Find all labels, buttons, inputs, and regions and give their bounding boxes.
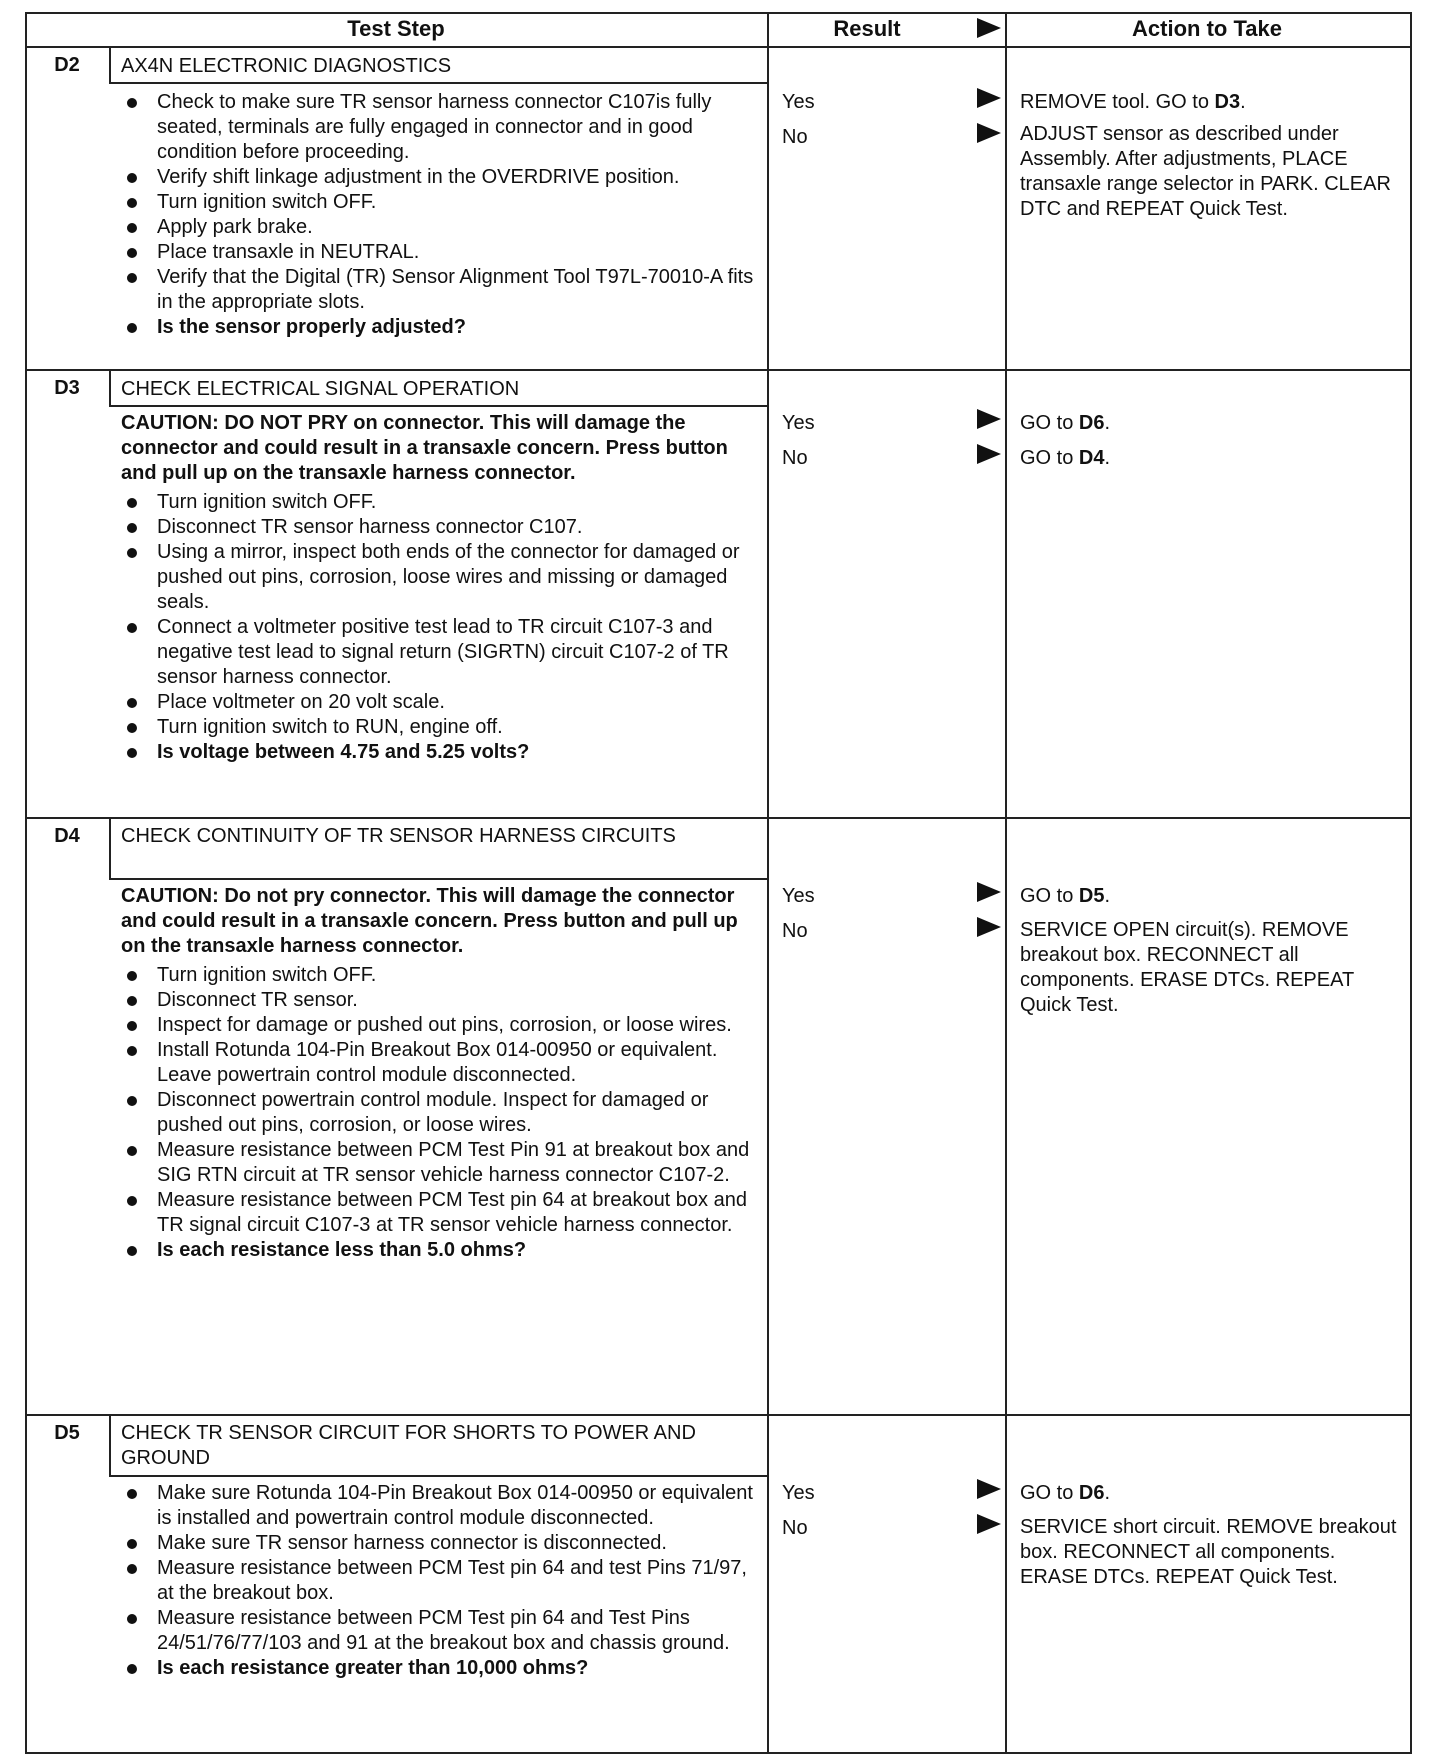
list-item: Turn ignition switch OFF. [121, 490, 761, 515]
arrow-icon [977, 123, 1001, 143]
step-title-d4: CHECK CONTINUITY OF TR SENSOR HARNESS CIRCUITS [121, 825, 676, 847]
list-item: Inspect for damage or pushed out pins, corrosion, or loose wires. [121, 1013, 761, 1038]
action-no-d2: ADJUST sensor as described under Assembly. After adjustments, PLACE transaxle range selector in PARK. CLEAR DTC and REPEAT Quick Test. [1020, 123, 1391, 220]
step-id-d2: D2 [54, 54, 80, 76]
list-item: Turn ignition switch to RUN, engine off. [121, 715, 761, 740]
step-body-d4 [121, 884, 761, 1263]
arrow-icon [977, 1479, 1001, 1499]
step-ref: D6 [1078, 412, 1105, 434]
step-question-d2: Is the sensor properly adjusted? [121, 315, 761, 340]
step-body-d2 [121, 90, 761, 340]
list-item: Measure resistance between PCM Test pin 64 and test Pins 71/97, at the breakout box. [121, 1556, 761, 1606]
step-title-d3: CHECK ELECTRICAL SIGNAL OPERATION [121, 378, 520, 400]
action-text: GO to [1020, 885, 1074, 907]
step-bullets-d3 [121, 490, 761, 765]
list-item: Apply park brake. [121, 215, 761, 240]
arrow-icon [977, 409, 1001, 429]
step-id-d4: D4 [54, 825, 80, 847]
list-item: Disconnect TR sensor harness connector C107. [121, 515, 761, 540]
result-no-d4: No [782, 920, 808, 942]
arrow-icon [977, 88, 1001, 108]
list-item: Disconnect powertrain control module. Inspect for damaged or pushed out pins, corrosion, or loose wires. [121, 1088, 761, 1138]
action-no-d5: SERVICE short circuit. REMOVE breakout box. RECONNECT all components. ERASE DTCs. REPEAT Quick Test. [1020, 1516, 1397, 1588]
list-item: Make sure TR sensor harness connector is disconnected. [121, 1531, 761, 1556]
result-yes-d2: Yes [782, 91, 815, 113]
step-ref: D3 [1214, 91, 1241, 113]
d2-id-divider [109, 48, 111, 84]
action-tail: . [1240, 91, 1246, 113]
list-item: Place voltmeter on 20 volt scale. [121, 690, 761, 715]
d5-id-divider [109, 1416, 111, 1476]
action-text: REMOVE tool. GO to [1020, 91, 1209, 113]
row-divider [25, 817, 1412, 819]
action-tail: . [1104, 1482, 1111, 1504]
action-text: GO to [1020, 447, 1074, 469]
action-yes-d3 [1020, 411, 1400, 436]
d3-title-divider [109, 405, 767, 407]
step-title-d5: CHECK TR SENSOR CIRCUIT FOR SHORTS TO POWER AND GROUND [121, 1422, 696, 1469]
d3-id-divider [109, 371, 111, 407]
action-tail: . [1104, 447, 1111, 469]
row-divider [25, 369, 1412, 371]
action-yes-d4 [1020, 884, 1400, 909]
result-yes-d3: Yes [782, 412, 815, 434]
diagnostic-table [25, 12, 1412, 1754]
caution-text-d4: CAUTION: Do not pry connector. This will damage the connector and could result in a transaxle concern. Press button and pull up on the transaxle harness connector. [121, 885, 738, 957]
list-item: Connect a voltmeter positive test lead to TR circuit C107-3 and negative test lead to signal return (SIGRTN) circuit C107-2 of TR sensor harness connector. [121, 615, 761, 690]
action-tail: . [1104, 885, 1111, 907]
arrow-icon [977, 444, 1001, 464]
d2-title-divider [109, 82, 767, 84]
header-arrow-icon [977, 18, 1001, 38]
arrow-icon [977, 1514, 1001, 1534]
step-body-d5 [121, 1481, 761, 1681]
result-yes-d5: Yes [782, 1482, 815, 1504]
action-tail: . [1104, 412, 1111, 434]
list-item: Turn ignition switch OFF. [121, 963, 761, 988]
arrow-icon [977, 917, 1001, 937]
step-id-d3: D3 [54, 377, 80, 399]
step-id-d5: D5 [54, 1422, 80, 1444]
header-result: Result [833, 16, 901, 41]
action-yes-d5 [1020, 1481, 1400, 1506]
caution-text-d3: CAUTION: DO NOT PRY on connector. This will damage the connector and could result in a transaxle concern. Press button and pull up on the transaxle harness connector. [121, 412, 728, 484]
list-item: Check to make sure TR sensor harness connector C107is fully seated, terminals are fully engaged in connector and in good condition before proceeding. [121, 90, 761, 165]
list-item: Measure resistance between PCM Test pin 64 and Test Pins 24/51/76/77/103 and 91 at the breakout box and chassis ground. [121, 1606, 761, 1656]
list-item: Turn ignition switch OFF. [121, 190, 761, 215]
step-bullets-d2 [121, 90, 761, 340]
result-no-d2: No [782, 126, 808, 148]
list-item: Verify shift linkage adjustment in the OVERDRIVE position. [121, 165, 761, 190]
action-no-d4: SERVICE OPEN circuit(s). REMOVE breakout box. RECONNECT all components. ERASE DTCs. REPEAT Quick Test. [1020, 919, 1354, 1016]
list-item: Disconnect TR sensor. [121, 988, 761, 1013]
list-item: Make sure Rotunda 104-Pin Breakout Box 014-00950 or equivalent is installed and powertrain control module disconnected. [121, 1481, 761, 1531]
list-item: Verify that the Digital (TR) Sensor Alignment Tool T97L-70010-A fits in the appropriate slots. [121, 265, 761, 315]
step-ref: D4 [1078, 447, 1105, 469]
divider-action-col [1005, 12, 1007, 1754]
list-item: Using a mirror, inspect both ends of the connector for damaged or pushed out pins, corrosion, loose wires and missing or damaged seals. [121, 540, 761, 615]
step-ref: D5 [1078, 885, 1105, 907]
list-item: Measure resistance between PCM Test Pin 91 at breakout box and SIG RTN circuit at TR sensor vehicle harness connector C107-2. [121, 1138, 761, 1188]
list-item: Place transaxle in NEUTRAL. [121, 240, 761, 265]
step-question-d4: Is each resistance less than 5.0 ohms? [121, 1238, 761, 1263]
step-question-d3: Is voltage between 4.75 and 5.25 volts? [121, 740, 761, 765]
step-bullets-d4 [121, 963, 761, 1263]
action-text: GO to [1020, 412, 1074, 434]
step-body-d3 [121, 411, 761, 765]
d5-title-divider [109, 1475, 767, 1477]
step-bullets-d5 [121, 1481, 761, 1681]
row-divider [25, 1414, 1412, 1416]
header-test-step: Test Step [347, 16, 445, 41]
action-no-d3 [1020, 446, 1400, 471]
d4-id-divider [109, 819, 111, 879]
header-divider [25, 46, 1412, 48]
result-yes-d4: Yes [782, 885, 815, 907]
result-no-d3: No [782, 447, 808, 469]
arrow-icon [977, 882, 1001, 902]
step-title-d2: AX4N ELECTRONIC DIAGNOSTICS [121, 55, 452, 77]
header-action: Action to Take [1132, 16, 1282, 41]
list-item: Measure resistance between PCM Test pin 64 at breakout box and TR signal circuit C107-3 at TR sensor vehicle harness connector. [121, 1188, 761, 1238]
d4-title-divider [109, 878, 767, 880]
list-item: Install Rotunda 104-Pin Breakout Box 014-00950 or equivalent. Leave powertrain control module disconnected. [121, 1038, 761, 1088]
action-text: GO to [1020, 1482, 1074, 1504]
result-no-d5: No [782, 1517, 808, 1539]
divider-result-col [767, 12, 769, 1754]
step-ref: D6 [1078, 1482, 1105, 1504]
step-question-d5: Is each resistance greater than 10,000 ohms? [121, 1656, 761, 1681]
action-yes-d2 [1020, 90, 1400, 115]
